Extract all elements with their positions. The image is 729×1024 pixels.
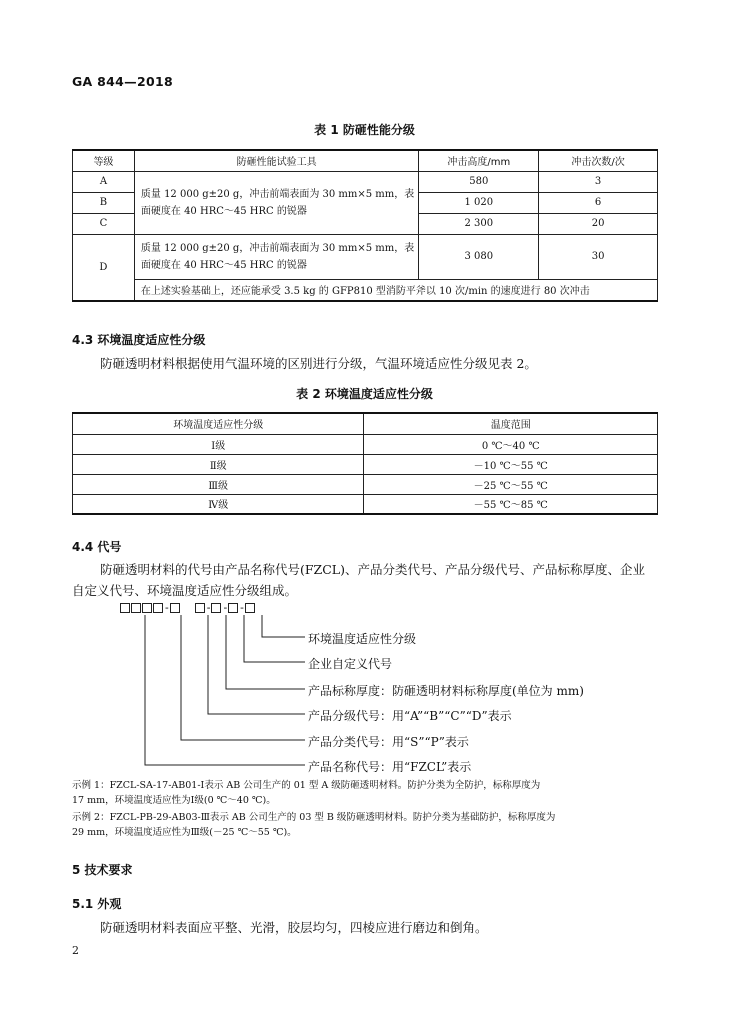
section-5-heading: 5 技术要求: [72, 863, 133, 877]
range-cell: 0 ℃～40 ℃: [364, 434, 658, 454]
page-number: 2: [72, 944, 79, 957]
grade-cell: B: [73, 192, 135, 213]
section-4-3-heading: 4.3 环境温度适应性分级: [72, 333, 206, 347]
level-cell: Ⅳ级: [73, 494, 364, 514]
grade-cell: A: [73, 171, 135, 192]
standard-code: GA 844—2018: [72, 74, 173, 89]
leader-line: [244, 615, 305, 662]
table1-caption: 表 1 防砸性能分级: [314, 123, 415, 137]
diagram-label-category: 产品分类代号：用“S”“P”表示: [308, 735, 469, 749]
height-cell: 1 020: [419, 192, 539, 213]
range-cell: －25 ℃～55 ℃: [364, 474, 658, 494]
height-cell: 580: [419, 171, 539, 192]
section-4-4-body-line2: 自定义代号、环境温度适应性分级组成。: [72, 583, 298, 598]
diagram-label-grade: 产品分级代号：用“A”“B”“C”“D”表示: [308, 709, 512, 723]
example-1-line2: 17 mm，环境温度适应性为Ⅰ级(0 ℃～40 ℃)。: [72, 795, 276, 806]
table2-caption: 表 2 环境温度适应性分级: [296, 387, 433, 401]
diagram-label-thickness: 产品标称厚度：防砸透明材料标称厚度(单位为 mm): [308, 684, 584, 698]
tool-cell-abc: 质量 12 000 g±20 g，冲击前端表面为 30 mm×5 mm，表面硬度在 40 HRC～45 HRC 的锐器: [134, 171, 419, 234]
leader-line: [181, 615, 305, 740]
grade-cell: D: [73, 234, 135, 301]
table1-header-tool: 防砸性能试验工具: [134, 150, 419, 171]
range-cell: －55 ℃～85 ℃: [364, 494, 658, 514]
section-4-4-heading: 4.4 代号: [72, 540, 122, 554]
level-cell: Ⅰ级: [73, 434, 364, 454]
diagram-label-temperature: 环境温度适应性分级: [308, 632, 417, 646]
leader-line: [262, 615, 305, 637]
height-cell: 2 300: [419, 213, 539, 234]
table2-header-level: 环境温度适应性分级: [73, 413, 364, 434]
count-cell: 6: [539, 192, 658, 213]
table2-header-range: 温度范围: [364, 413, 658, 434]
section-5-1-body: 防砸透明材料表面应平整、光滑，胶层均匀，四棱应进行磨边和倒角。: [100, 920, 488, 935]
code-boxes: - - - -: [120, 603, 256, 613]
leader-line: [226, 615, 305, 689]
grade-cell: C: [73, 213, 135, 234]
count-cell: 3: [539, 171, 658, 192]
diagram-label-product-name: 产品名称代号：用“FZCL”表示: [308, 760, 472, 774]
level-cell: Ⅲ级: [73, 474, 364, 494]
table1-note-cell: 在上述实验基础上，还应能承受 3.5 kg 的 GFP810 型消防平斧以 10 次/min 的速度进行 80 次冲击: [134, 279, 657, 301]
table1-header-grade: 等级: [73, 150, 135, 171]
section-5-1-heading: 5.1 外观: [72, 897, 122, 911]
range-cell: －10 ℃～55 ℃: [364, 454, 658, 474]
leader-line: [208, 615, 305, 714]
count-cell: 30: [539, 234, 658, 279]
table1-header-height: 冲击高度/mm: [419, 150, 539, 171]
table1-header-count: 冲击次数/次: [539, 150, 658, 171]
section-4-4-body-line1: 防砸透明材料的代号由产品名称代号(FZCL)、产品分类代号、产品分级代号、产品标称厚度、企业: [100, 562, 645, 577]
tool-cell-d: 质量 12 000 g±20 g，冲击前端表面为 30 mm×5 mm，表面硬度在 40 HRC～45 HRC 的锐器: [134, 234, 419, 279]
example-2-line2: 29 mm，环境温度适应性为Ⅲ级(－25 ℃～55 ℃)。: [72, 827, 297, 838]
level-cell: Ⅱ级: [73, 454, 364, 474]
count-cell: 20: [539, 213, 658, 234]
diagram-label-enterprise: 企业自定义代号: [308, 657, 393, 671]
example-2-line1: 示例 2：FZCL-PB-29-AB03-Ⅲ表示 AB 公司生产的 03 型 B 级防砸透明材料。防护分类为基础防护，标称厚度为: [72, 812, 556, 823]
section-4-3-body: 防砸透明材料根据使用气温环境的区别进行分级，气温环境适应性分级见表 2。: [100, 356, 537, 371]
height-cell: 3 080: [419, 234, 539, 279]
example-1-line1: 示例 1：FZCL-SA-17-AB01-Ⅰ表示 AB 公司生产的 01 型 A 级防砸透明材料。防护分类为全防护，标称厚度为: [72, 780, 541, 791]
